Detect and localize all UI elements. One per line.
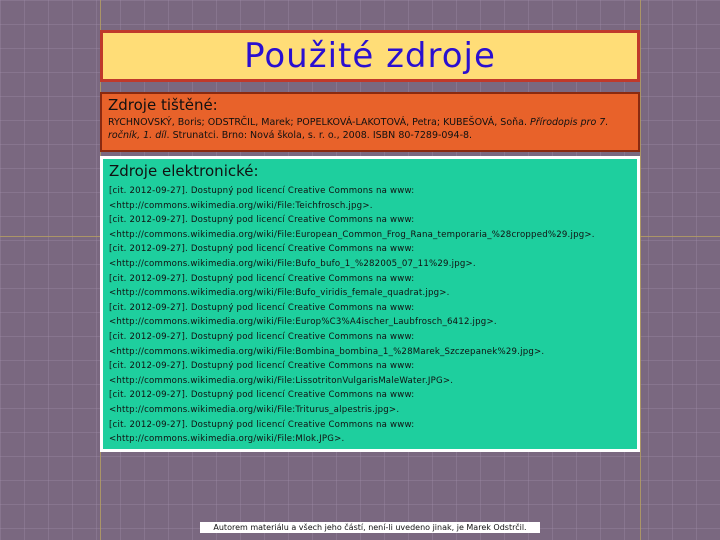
source-line: [cit. 2012-09-27]. Dostupný pod licencí Creative Commons na www: (109, 186, 415, 196)
source-link[interactable]: <http://commons.wikimedia.org/wiki/File:Europ%C3%A4ischer_Laubfrosch_6412.jpg>. (109, 317, 497, 328)
reference-book-title-b: ročník, 1. díl (108, 130, 167, 141)
electronic-sources-box (100, 156, 640, 452)
source-link[interactable]: <http://commons.wikimedia.org/wiki/File:LissotritonVulgarisMaleWater.JPG>. (109, 375, 454, 386)
page-title: Použité zdroje (244, 36, 496, 76)
source-line: [cit. 2012-09-27]. Dostupný pod licencí Creative Commons na www: (109, 390, 415, 401)
guide-line-vertical-right (640, 0, 641, 540)
source-link[interactable]: <http://commons.wikimedia.org/wiki/File:Bufo_viridis_female_quadrat.jpg>. (109, 288, 450, 299)
source-link[interactable]: <http://commons.wikimedia.org/wiki/File:Bombina_bombina_1_%28Marek_Szczepanek%29.jpg>. (109, 346, 545, 357)
source-line: [cit. 2012-09-27]. Dostupný pod licencí Creative Commons na www: (109, 361, 415, 372)
author-footer: Autorem materiálu a všech jeho částí, není-li uvedeno jinak, je Marek Odstrčil. (200, 522, 540, 533)
source-link[interactable]: <http://commons.wikimedia.org/wiki/File:Bufo_bufo_1_%282005_07_11%29.jpg>. (109, 258, 476, 269)
source-link[interactable]: <http://commons.wikimedia.org/wiki/File:Mlok.JPG>. (109, 434, 345, 445)
source-line: [cit. 2012-09-27]. Dostupný pod licencí Creative Commons na www: (109, 215, 415, 226)
reference-publisher: . Strunatci. Brno: Nová škola, s. r. o., 2008. ISBN 80-7289-094-8. (166, 130, 473, 141)
source-line: [cit. 2012-09-27]. Dostupný pod licencí Creative Commons na www: (109, 331, 415, 342)
printed-sources-heading: Zdroje tištěné: (108, 96, 218, 114)
printed-sources-box (100, 92, 640, 152)
source-line: [cit. 2012-09-27]. Dostupný pod licencí Creative Commons na www: (109, 244, 415, 255)
printed-reference (108, 116, 632, 142)
reference-authors: RYCHNOVSKÝ, Boris; ODSTRČIL, Marek; POPELKOVÁ-LAKOTOVÁ, Petra; KUBEŠOVÁ, Soňa. (108, 117, 531, 128)
reference-book-title-a: Přírodopis pro 7. (530, 117, 609, 128)
source-link[interactable]: <http://commons.wikimedia.org/wiki/File:Triturus_alpestris.jpg>. (109, 404, 400, 415)
source-link[interactable]: <http://commons.wikimedia.org/wiki/File:Teichfrosch.jpg>. (109, 200, 373, 211)
source-line: [cit. 2012-09-27]. Dostupný pod licencí Creative Commons na www: (109, 419, 415, 430)
electronic-sources-heading: Zdroje elektronické: (109, 162, 259, 180)
source-line: [cit. 2012-09-27]. Dostupný pod licencí Creative Commons na www: (109, 273, 415, 284)
source-link[interactable]: <http://commons.wikimedia.org/wiki/File:European_Common_Frog_Rana_temporaria_%28cropped%29.jpg>. (109, 229, 595, 240)
title-box (100, 30, 640, 82)
source-line: [cit. 2012-09-27]. Dostupný pod licencí Creative Commons na www: (109, 302, 415, 313)
